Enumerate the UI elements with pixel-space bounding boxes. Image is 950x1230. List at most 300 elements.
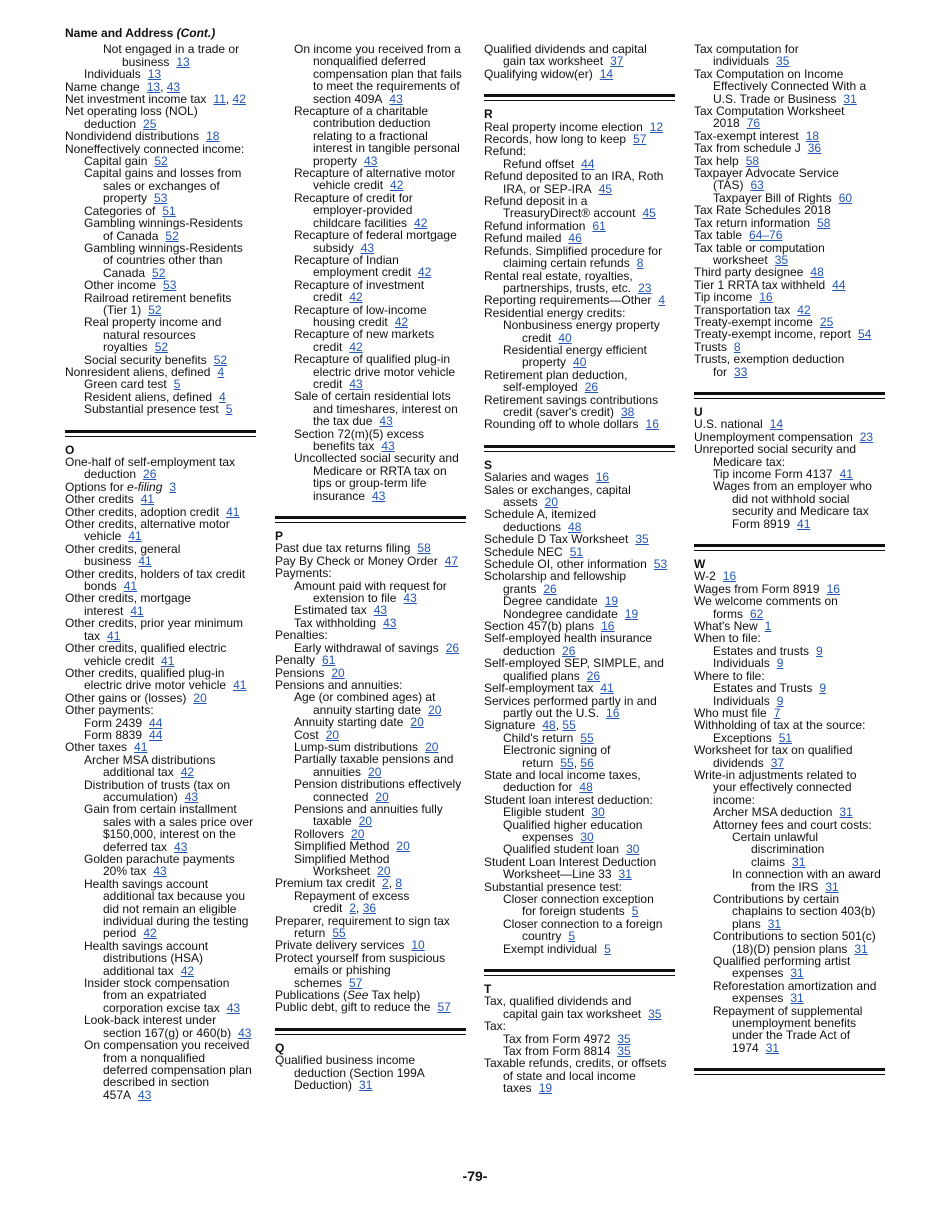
page-link[interactable]: 26 [143,467,157,482]
entry-text: Treaty-exempt income, report [694,327,851,342]
entry-text: Net investment income tax [65,92,207,107]
page-link[interactable]: 5 [604,941,611,956]
index-entry [275,1001,480,1013]
page-link[interactable]: 43 [349,376,363,391]
page-link[interactable]: 30 [591,805,605,820]
page-link[interactable]: 42 [394,314,409,329]
page-link[interactable]: 53 [653,557,668,572]
entry-text: Early withdrawal of savings [294,640,439,655]
page-link[interactable]: 41 [233,678,247,693]
section-divider [484,445,675,452]
page-link[interactable]: 16 [645,417,659,432]
heading-text: Name and Address [65,26,174,40]
page-link[interactable]: 42 [414,215,428,230]
page-link[interactable]: 16 [606,705,620,720]
index-entry [275,778,480,803]
page-link[interactable]: 37 [610,54,624,69]
section-divider [694,1068,885,1075]
entry-text: Other credits, adoption credit [65,504,220,519]
page-link[interactable]: 52 [213,352,228,367]
entry-text: Pay By Check or Money Order [275,553,438,568]
index-entry [65,779,270,804]
page-link[interactable]: 4 [217,364,225,379]
page-link[interactable]: 30 [626,842,640,857]
page-link[interactable]: 41 [107,628,121,643]
page-links [437,1000,450,1014]
index-entry [484,170,689,195]
index-entry [694,744,899,769]
page-link[interactable]: 2 [349,901,357,916]
page-link[interactable]: 5 [568,929,576,944]
page-link[interactable]: 43 [389,91,403,106]
page-link[interactable]: 5 [631,904,639,919]
page-link[interactable]: 57 [633,132,647,147]
page-link[interactable]: 19 [624,606,639,621]
entry-text: Uncollected social security and Medicare or RRTA tax on tips or group-term life insurance [294,451,459,503]
page-link[interactable]: 31 [359,1078,373,1093]
page-link[interactable]: 41 [128,529,142,544]
index-entry [275,353,480,390]
page-link[interactable]: 31 [825,879,839,894]
entry-text: Not engaged in a trade or business [103,42,240,69]
page-link[interactable]: 35 [648,1006,662,1021]
page-link[interactable]: 14 [769,417,784,432]
index-entry [694,595,899,620]
heading-continued: (Cont.) [176,26,216,40]
index-entry [484,856,689,881]
page-link[interactable]: 20 [325,727,340,742]
page-link[interactable]: 61 [592,218,606,233]
section-divider [65,430,256,437]
page-link[interactable]: 20 [425,739,439,754]
entry-text: Insider stock compensation from an expatriated corporation excise tax [84,976,230,1015]
page-link[interactable]: 46 [568,231,582,246]
page-link[interactable]: 23 [859,429,874,444]
index-entry [484,744,689,769]
page-link[interactable]: 5 [173,377,181,392]
page-link[interactable]: 42 [349,290,363,305]
page-link[interactable]: 35 [776,54,790,69]
page-link[interactable]: 1 [764,619,772,634]
entry-text: Other credits, holders of tax credit bonds [65,566,246,594]
page-link[interactable]: 42 [180,963,195,978]
page-link[interactable]: 13 [146,79,161,94]
entry-text: Lump-sum distributions [294,739,419,754]
index-entry [694,43,899,68]
entry-text: Schedule D Tax Worksheet [484,532,629,547]
page-link[interactable]: 14 [599,66,614,81]
page-link[interactable]: 51 [162,203,176,218]
page-link[interactable]: 57 [349,975,363,990]
page-link[interactable]: 30 [580,829,594,844]
index-entry [484,632,689,657]
page-link[interactable]: 41 [797,516,811,531]
entry-text: Wages from an employer who did not withhold social security and Medicare tax Form 8919 [713,479,872,531]
page-link[interactable]: 13 [147,67,162,82]
index-entry [65,518,270,543]
page-link[interactable]: 43 [174,839,188,854]
page-link[interactable]: 35 [617,1031,631,1046]
entry-text: Services performed partly in and partly out the U.S. [484,693,657,720]
index-entry [275,428,480,453]
page-link[interactable]: 23 [638,280,652,295]
page-link[interactable]: 31 [790,966,804,981]
page-link[interactable]: 36 [362,901,377,916]
page-link[interactable]: 31 [767,916,782,931]
index-entry [484,43,689,68]
page-link[interactable]: 20 [375,789,389,804]
page-link[interactable]: 41 [134,740,148,755]
page-link[interactable]: 31 [790,991,804,1006]
entry-text: Look-back interest under section 167(g) or 460(b) [84,1013,232,1040]
page-link[interactable]: 45 [598,181,613,196]
page-link[interactable]: 43 [184,789,199,804]
page-link[interactable]: 41 [140,492,155,507]
page-link[interactable]: 43 [360,240,375,255]
page-link[interactable]: 62 [750,606,764,621]
page-links [599,182,612,196]
section-letter: W [694,557,706,572]
page-link[interactable]: 44 [832,277,846,292]
page-link[interactable]: 31 [839,805,853,820]
page-links [658,293,665,307]
entry-text: Rollovers [294,826,345,841]
page-link[interactable]: 52 [165,228,179,243]
page-link[interactable]: 42 [232,92,246,107]
page-link[interactable]: 31 [854,941,868,956]
entry-text: Trusts, exemption deduction for [694,352,845,379]
page-link[interactable]: 41 [161,653,175,668]
page-link[interactable]: 42 [180,765,195,780]
page-link[interactable]: 55 [560,755,574,770]
page-link[interactable]: 16 [595,470,610,485]
entry-text: Other income [84,278,157,293]
page-links [817,216,830,230]
page-link[interactable]: 42 [418,265,432,280]
page-links: 2, 36 [349,901,377,916]
page-link[interactable]: 54 [857,327,872,342]
page-link[interactable]: 43 [166,79,181,94]
page-link[interactable]: 5 [225,402,233,417]
entry-text-after: Tax help) [368,988,421,1003]
entry-text: Tax return information [694,215,811,230]
page-link[interactable]: 35 [774,252,789,267]
page-link[interactable]: 19 [538,1081,553,1096]
page-link[interactable]: 61 [322,653,336,668]
page-link[interactable]: 11 [213,92,226,107]
index-entry [65,105,270,130]
entry-text-italic: See [347,988,369,1003]
page-link[interactable]: 3 [169,479,177,494]
page-link[interactable]: 9 [776,693,784,708]
page-link[interactable]: 20 [368,764,382,779]
page-link[interactable]: 10 [411,938,425,953]
page-link[interactable]: 20 [351,826,365,841]
page-link[interactable]: 26 [445,640,460,655]
page-link[interactable]: 35 [617,1044,631,1059]
page-link[interactable]: 40 [558,330,572,345]
page-link[interactable]: 43 [379,414,393,429]
page-links [650,120,663,134]
page-link[interactable]: 55 [562,718,576,733]
page-link[interactable]: 40 [573,355,587,370]
page-link[interactable]: 26 [586,668,601,683]
page-link[interactable]: 20 [331,665,345,680]
entry-text: Qualified student loan [503,842,620,857]
index-entry [484,369,689,394]
index-entry [65,568,270,593]
page-link[interactable]: 18 [805,128,820,143]
page-link[interactable]: 20 [410,715,424,730]
page-link[interactable]: 58 [817,215,831,230]
page-link[interactable]: 42 [390,178,404,193]
index-entry [65,167,270,204]
page-link[interactable]: 20 [193,690,207,705]
page-link[interactable]: 38 [620,404,635,419]
page-link[interactable]: 26 [562,643,576,658]
entry-text: Capital gain [84,154,148,169]
index-entry [65,456,270,481]
entry-text: Rental real estate, royalties, partnerships, trusts, etc. [484,268,633,295]
page-link[interactable]: 7 [773,705,781,720]
page-link[interactable]: 41 [130,603,144,618]
entry-text: U.S. national [694,417,763,432]
entry-text: Tax-exempt interest [694,128,799,143]
page-links [226,402,233,416]
entry-text: Amount paid with request for extension to file [294,578,447,606]
page-link[interactable]: 42 [143,926,157,941]
page-link[interactable]: 47 [444,553,459,568]
index-entry [65,853,270,878]
entry-text: Qualified performing artist expenses [713,954,851,981]
page-link[interactable]: 31 [618,867,632,882]
entry-text: Self-employment tax [484,681,594,696]
page-links [176,55,189,69]
page-link[interactable]: 41 [226,504,240,519]
entry-text: Residential energy credits: [484,305,626,320]
page-link[interactable]: 16 [759,290,773,305]
entry-text: Attorney fees and court costs: [713,817,872,832]
page-link[interactable]: 52 [152,265,166,280]
page-link[interactable]: 16 [826,581,840,596]
page-link[interactable]: 43 [372,488,386,503]
page-link[interactable]: 57 [437,1000,451,1015]
page-link[interactable]: 43 [138,1087,152,1102]
entry-text: Student Loan Interest Deduction Worksheet—Line 33 [484,854,657,882]
index-entry [275,753,480,778]
entry-text: Refund information [484,218,586,233]
entry-text: Reporting requirements—Other [484,293,652,308]
page-link[interactable]: 48 [568,519,582,534]
page-link[interactable]: 42 [349,339,363,354]
entry-text: Schedule NEC [484,544,563,559]
entry-text: Individuals [713,656,770,671]
entry-text: Golden parachute payments 20% tax [84,852,235,879]
page-link[interactable]: 26 [543,581,557,596]
page-link[interactable]: 58 [417,541,431,556]
index-entry [275,328,480,353]
page-link[interactable]: 60 [838,190,853,205]
index-column-2 [275,43,480,1092]
entry-text: Gambling winnings-Residents of countries other than Canada [84,240,243,280]
entry-text: Payments: [275,566,332,581]
page-link[interactable]: 33 [734,364,748,379]
page-link[interactable]: 8 [733,339,741,354]
entry-text: Tax table [694,228,743,243]
page-link[interactable]: 76 [746,116,761,131]
entry-text: Taxpayer Advocate Service (TAS) [694,166,839,193]
page-link[interactable]: 63 [750,178,764,193]
index-entry [65,667,270,692]
page-link[interactable]: 36 [807,141,822,156]
page-number: -79- [462,1168,488,1184]
page-link[interactable]: 52 [154,154,168,169]
page-link[interactable]: 20 [377,864,391,878]
page-link[interactable]: 35 [635,532,649,547]
index-entry [275,229,480,254]
page-link[interactable]: 43 [226,1000,241,1015]
entry-text: Schedule A, itemized deductions [484,507,597,534]
entry-text: When to file: [694,631,761,646]
page-link[interactable]: 43 [153,864,167,879]
page-link[interactable]: 44 [581,156,595,171]
page-link[interactable]: 20 [428,702,442,717]
page-link[interactable]: 41 [600,681,614,696]
index-entry [484,418,689,430]
page-links [808,141,821,155]
entry-text: Other credits, qualified plug-in electric drive motor vehicle [65,665,227,693]
index-entry [484,1057,689,1094]
entry-text: Protect yourself from suspicious emails or phishing schemes [275,950,446,990]
page-link[interactable]: 43 [373,603,388,618]
entry-text: Other credits, qualified electric vehicle credit [65,641,227,668]
entry-text: Real property income and natural resources royalties [84,315,222,355]
page-link[interactable]: 18 [206,129,220,144]
entry-text: Estates and Trusts [713,681,813,696]
page-link[interactable]: 4 [219,389,226,404]
page-link[interactable]: 12 [649,119,664,134]
page-link[interactable]: 43 [403,591,417,606]
index-entry [484,893,689,918]
page-link[interactable]: 8 [395,876,403,891]
page-link[interactable]: 45 [642,206,656,221]
page-link[interactable]: 25 [143,116,157,131]
page-link[interactable]: 9 [816,643,823,658]
page-link[interactable]: 52 [154,340,169,355]
page-link[interactable]: 43 [381,439,395,453]
index-entry [694,105,899,130]
page-link[interactable]: 64–76 [749,228,783,243]
page-link[interactable]: 20 [544,495,559,509]
page-link[interactable]: 41 [839,467,853,481]
index-entry [694,242,899,267]
page-link[interactable]: 16 [601,619,615,634]
entry-text: Pensions [275,665,325,680]
entry-text: Public debt, gift to reduce the [275,1000,431,1015]
page-link[interactable]: 9 [776,656,784,671]
page-link[interactable]: 53 [163,278,177,293]
entry-text: Other credits, prior year minimum tax [65,616,244,643]
page-link[interactable]: 41 [138,554,152,569]
entry-text: Exceptions [713,730,772,745]
page-link[interactable]: 56 [580,755,594,770]
page-link[interactable]: 20 [358,814,373,829]
page-link[interactable]: 26 [584,380,599,395]
entry-text: Archer MSA deduction [713,805,833,820]
page-link[interactable]: 52 [148,302,162,317]
page-link[interactable]: 20 [396,839,410,854]
page-link[interactable]: 42 [797,302,811,317]
section-letter: T [484,982,492,997]
page-links: 48, 55 [542,718,576,733]
page-link[interactable]: 43 [383,615,397,630]
entry-text: Nondividend distributions [65,129,200,144]
index-entry [275,167,480,192]
page-link[interactable]: 13 [176,54,190,69]
entry-text: One-half of self-employment tax deduction [65,455,236,482]
page-link[interactable]: 37 [770,755,785,770]
page-links [777,656,784,670]
page-link[interactable]: 43 [364,153,378,168]
page-link[interactable]: 25 [819,314,834,329]
page-link[interactable]: 4 [658,293,666,308]
page-link[interactable]: 55 [332,926,346,941]
index-entry [275,952,480,989]
page-link[interactable]: 19 [604,594,619,609]
entry-text: Signature [484,718,536,733]
page-links [372,489,385,503]
page-link[interactable]: 51 [778,730,793,745]
page-link[interactable]: 48 [810,265,824,280]
page-link[interactable]: 43 [238,1025,252,1040]
index-entry [694,1005,899,1055]
page-link[interactable]: 31 [792,854,806,869]
page-link[interactable]: 53 [154,191,168,206]
index-entry [275,390,480,427]
page-link[interactable]: 16 [722,569,737,584]
entry-text: Tax Computation Worksheet 2018 [694,104,845,131]
page-link[interactable]: 31 [765,1040,780,1055]
page-link[interactable]: 31 [843,91,857,106]
page-links [539,1081,552,1095]
index-entry [275,890,480,915]
page-link[interactable]: 55 [580,730,594,745]
page-link[interactable]: 58 [745,153,760,168]
index-entry [275,304,480,329]
page-link[interactable]: 51 [569,544,584,559]
page-links [843,92,856,106]
page-link[interactable]: 48 [542,718,556,733]
section-divider [694,392,885,399]
entry-text: Eligible student [503,805,585,820]
page-link[interactable]: 8 [636,256,644,271]
page-link[interactable]: 41 [123,579,138,594]
page-link[interactable]: 9 [819,681,827,696]
entry-text: Wages from Form 8919 [694,581,820,596]
page-link[interactable]: 44 [149,715,163,730]
page-links [604,942,611,956]
page-link[interactable]: 44 [149,727,163,742]
page-link[interactable]: 48 [579,780,593,795]
entry-text: Nonbusiness energy property credit [503,318,660,345]
entry-text: Electronic signing of return [503,743,611,770]
page-link[interactable]: 2 [382,876,389,891]
index-entry [694,480,899,530]
index-entry [65,316,270,353]
index-entry [484,769,689,794]
entry-text: Contributions to section 501(c) (18)(D) pension plans [713,929,876,956]
entry-text: Recapture of investment credit [294,277,425,305]
